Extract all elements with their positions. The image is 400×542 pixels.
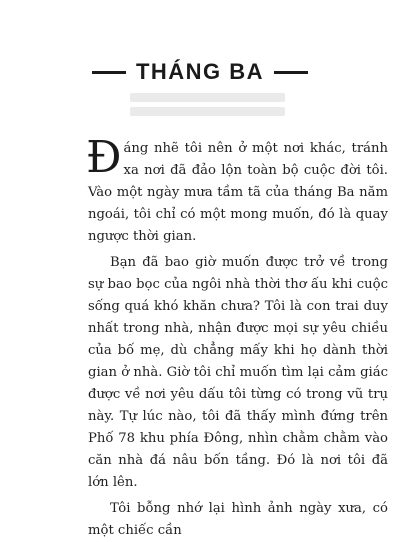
show-through-text <box>130 107 285 116</box>
paragraph: Bạn đã bao giờ muốn được trở về trong sự bao bọc của ngôi nhà thời thơ ấu khi cuộc sống quá khó khăn chưa? Tôi là con trai duy nhất trong nhà, nhận được mọi sự yêu chiều của bố mẹ, dù chẳng mấy khi họ dành thời gian ở nhà. Giờ tôi chỉ muốn tìm lại cảm giác được về nơi yêu dấu tôi từng có trong vũ trụ này. Tự lúc nào, tôi đã thấy mình đứng trên Phố 78 khu phía Đông, nhìn chằm chằm vào căn nhà đá nâu bốn tầng. Đó là nơi tôi đã lớn lên. <box>88 255 388 490</box>
paragraph: Tôi bỗng nhớ lại hình ảnh ngày xưa, có một chiếc cần <box>88 501 388 538</box>
heading-rule-right <box>274 71 308 74</box>
show-through-text <box>130 93 285 102</box>
heading-rule-left <box>92 71 126 74</box>
chapter-body <box>86 132 388 542</box>
chapter-heading <box>0 58 400 86</box>
chapter-title: THÁNG BA <box>135 59 265 84</box>
drop-cap: Đ <box>86 132 122 183</box>
paragraph-text: áng nhẽ tôi nên ở một nơi khác, tránh xa nơi đã đảo lộn toàn bộ cuộc đời tôi. Vào một ngày mưa tầm tã của tháng Ba năm ngoái, tôi chỉ có một mong muốn, đó là quay ngược thời gian. <box>88 141 388 244</box>
paragraph <box>86 132 388 248</box>
